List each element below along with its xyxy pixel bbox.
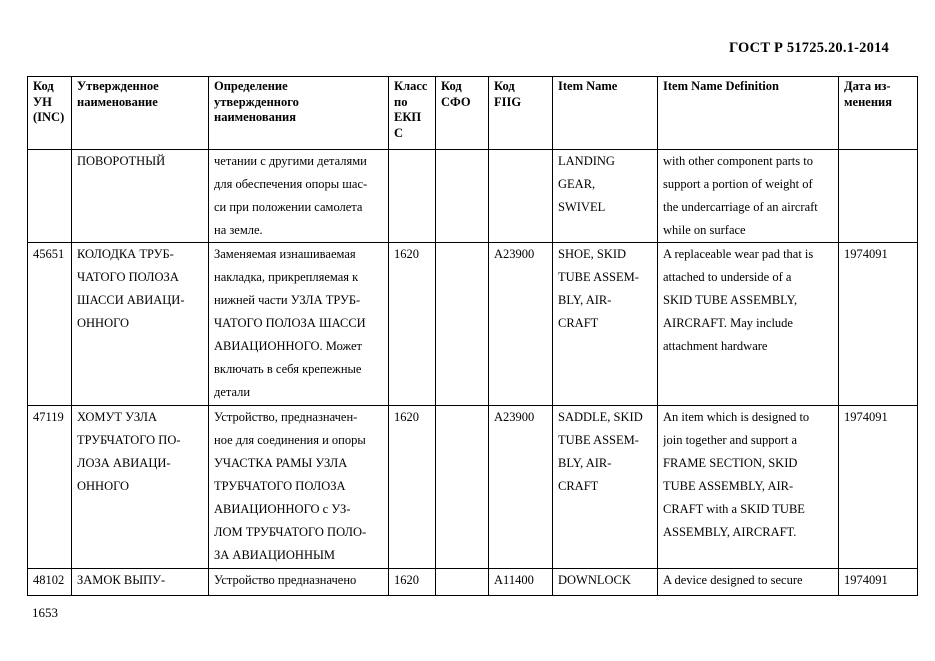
sfo-cell [436,406,489,569]
item-name-cell [553,150,658,243]
cell-line: the undercarriage of an aircraft [663,200,818,214]
cell-line: Устройство предназначено [214,573,357,587]
cell-line: A11400 [494,573,534,587]
header-definition [209,77,389,150]
table-row [28,569,918,596]
cell-line: 47119 [33,410,64,424]
header-approved-name [72,77,209,150]
table-header-row [28,77,918,150]
cell-line: ХОМУТ УЗЛА [77,410,158,424]
header-line: Утвержденное [77,79,159,93]
cell-line: attachment hardware [663,339,768,353]
cell-line: A23900 [494,247,535,261]
cell-line: SKID TUBE ASSEMBLY, [663,293,798,307]
inc-cell [28,569,72,596]
cell-line: ОННОГО [77,316,130,330]
cell-line: A device designed to secure [663,573,803,587]
class-cell [389,150,436,243]
cell-line: ное для соединения и опоры [214,433,366,447]
approved-name-cell [72,569,209,596]
cell-line: SADDLE, SKID [558,410,643,424]
header-line: наименование [77,94,158,109]
cell-line: ПОВОРОТНЫЙ [77,154,166,168]
item-definition-cell [658,243,839,406]
cell-line: TUBE ASSEM- [558,433,639,447]
nomenclature-table [27,76,918,596]
cell-line: ТРУБЧАТОГО ПОЛОЗА [214,479,346,493]
cell-line: 1974091 [844,247,888,261]
header-line: Item Name [558,79,618,93]
cell-line: join together and support a [663,433,797,447]
header-line: утвержденного [214,94,299,109]
cell-line: УЧАСТКА РАМЫ УЗЛА [214,456,348,470]
cell-line: 45651 [33,247,65,261]
cell-line: 48102 [33,573,65,587]
item-name-cell [553,569,658,596]
cell-line: КОЛОДКА ТРУБ- [77,247,174,261]
table-row [28,406,918,569]
cell-line: CRAFT with a SKID TUBE [663,502,805,516]
header-item-definition [658,77,839,150]
cell-line: ЧАТОГО ПОЛОЗА [77,270,179,284]
document-title: ГОСТ Р 51725.20.1-2014 [728,40,889,56]
cell-line: 1974091 [844,410,888,424]
cell-line: attached to underside of a [663,270,792,284]
inc-cell [28,406,72,569]
change-date-cell [839,243,918,406]
cell-line: A replaceable wear pad that is [663,247,814,261]
cell-line: CRAFT [558,479,599,493]
cell-line: ЧАТОГО ПОЛОЗА ШАССИ [214,316,366,330]
definition-cell [209,243,389,406]
cell-line: ТРУБЧАТОГО ПО- [77,433,181,447]
cell-line: ЛОЗА АВИАЦИ- [77,456,171,470]
cell-line: включать в себя крепежные [214,362,362,376]
page-number: 1653 [32,605,58,620]
cell-line: на земле. [214,223,263,237]
item-definition-cell [658,569,839,596]
approved-name-cell [72,406,209,569]
cell-line: An item which is designed to [663,410,810,424]
cell-line: TUBE ASSEM- [558,270,639,284]
cell-line: 1620 [394,573,419,587]
item-definition-cell [658,150,839,243]
header-class [389,77,436,150]
cell-line: while on surface [663,223,746,237]
header-fiig [489,77,553,150]
inc-cell [28,150,72,243]
header-inc [28,77,72,150]
cell-line: FRAME SECTION, SKID [663,456,798,470]
cell-line: SWIVEL [558,200,606,214]
table-row [28,243,918,406]
cell-line: ЗА АВИАЦИОННЫМ [214,548,335,562]
header-line: Класс [394,79,428,93]
cell-line: support a portion of weight of [663,177,813,191]
cell-line: накладка, прикрепляемая к [214,270,359,284]
cell-line: АВИАЦИОННОГО. Может [214,339,362,353]
header-line: Код [33,79,54,93]
table-row [28,150,918,243]
cell-line: TUBE ASSEMBLY, AIR- [663,479,794,493]
approved-name-cell [72,243,209,406]
header-line: Определение [214,79,288,93]
class-cell [389,406,436,569]
cell-line: ASSEMBLY, AIRCRAFT. [663,525,797,539]
class-cell [389,569,436,596]
cell-line: Устройство, предназначен- [214,410,358,424]
fiig-cell [489,150,553,243]
cell-line: АВИАЦИОННОГО с УЗ- [214,502,351,516]
fiig-cell [489,243,553,406]
sfo-cell [436,569,489,596]
inc-cell [28,243,72,406]
header-change-date [839,77,918,150]
header-line: FIIG [494,94,522,109]
cell-line: нижней части УЗЛА ТРУБ- [214,293,361,307]
sfo-cell [436,243,489,406]
header-line: ЕКП [394,110,422,124]
cell-line: CRAFT [558,316,599,330]
cell-line: ЛОМ ТРУБЧАТОГО ПОЛО- [214,525,367,539]
header-line: СФО [441,94,471,109]
header-line: С [394,125,404,140]
cell-line: BLY, AIR- [558,293,612,307]
cell-line: ЗАМОК ВЫПУ- [77,573,166,587]
definition-cell [209,569,389,596]
item-name-cell [553,406,658,569]
change-date-cell [839,150,918,243]
cell-line: BLY, AIR- [558,456,612,470]
approved-name-cell [72,150,209,243]
cell-line: AIRCRAFT. May include [663,316,793,330]
cell-line: четании с другими деталями [214,154,367,168]
header-line: по [394,94,408,109]
fiig-cell [489,406,553,569]
header-line: УН [33,94,52,109]
header-line: наименования [214,110,297,124]
table-body [28,150,918,596]
cell-line: with other component parts to [663,154,813,168]
cell-line: 1620 [394,410,419,424]
cell-line: Заменяемая изнашиваемая [214,247,356,261]
header-line: Дата из- [844,79,891,93]
cell-line: ШАССИ АВИАЦИ- [77,293,185,307]
cell-line: SHOE, SKID [558,247,627,261]
header-sfo [436,77,489,150]
change-date-cell [839,406,918,569]
cell-line: 1620 [394,247,419,261]
change-date-cell [839,569,918,596]
header-line: (INC) [33,110,65,124]
header-line: Код [441,79,462,93]
item-definition-cell [658,406,839,569]
cell-line: GEAR, [558,177,596,191]
cell-line: DOWNLOCK [558,573,631,587]
cell-line: для обеспечения опоры шас- [214,177,368,191]
cell-line: ОННОГО [77,479,130,493]
cell-line: детали [214,385,251,399]
definition-cell [209,406,389,569]
cell-line: си при положении самолета [214,200,363,214]
cell-line: LANDING [558,154,615,168]
sfo-cell [436,150,489,243]
cell-line: 1974091 [844,573,888,587]
header-line: Item Name Definition [663,79,779,93]
header-item-name [553,77,658,150]
fiig-cell [489,569,553,596]
definition-cell [209,150,389,243]
cell-line: A23900 [494,410,535,424]
class-cell [389,243,436,406]
item-name-cell [553,243,658,406]
header-line: Код [494,79,515,93]
header-line: менения [844,94,892,109]
